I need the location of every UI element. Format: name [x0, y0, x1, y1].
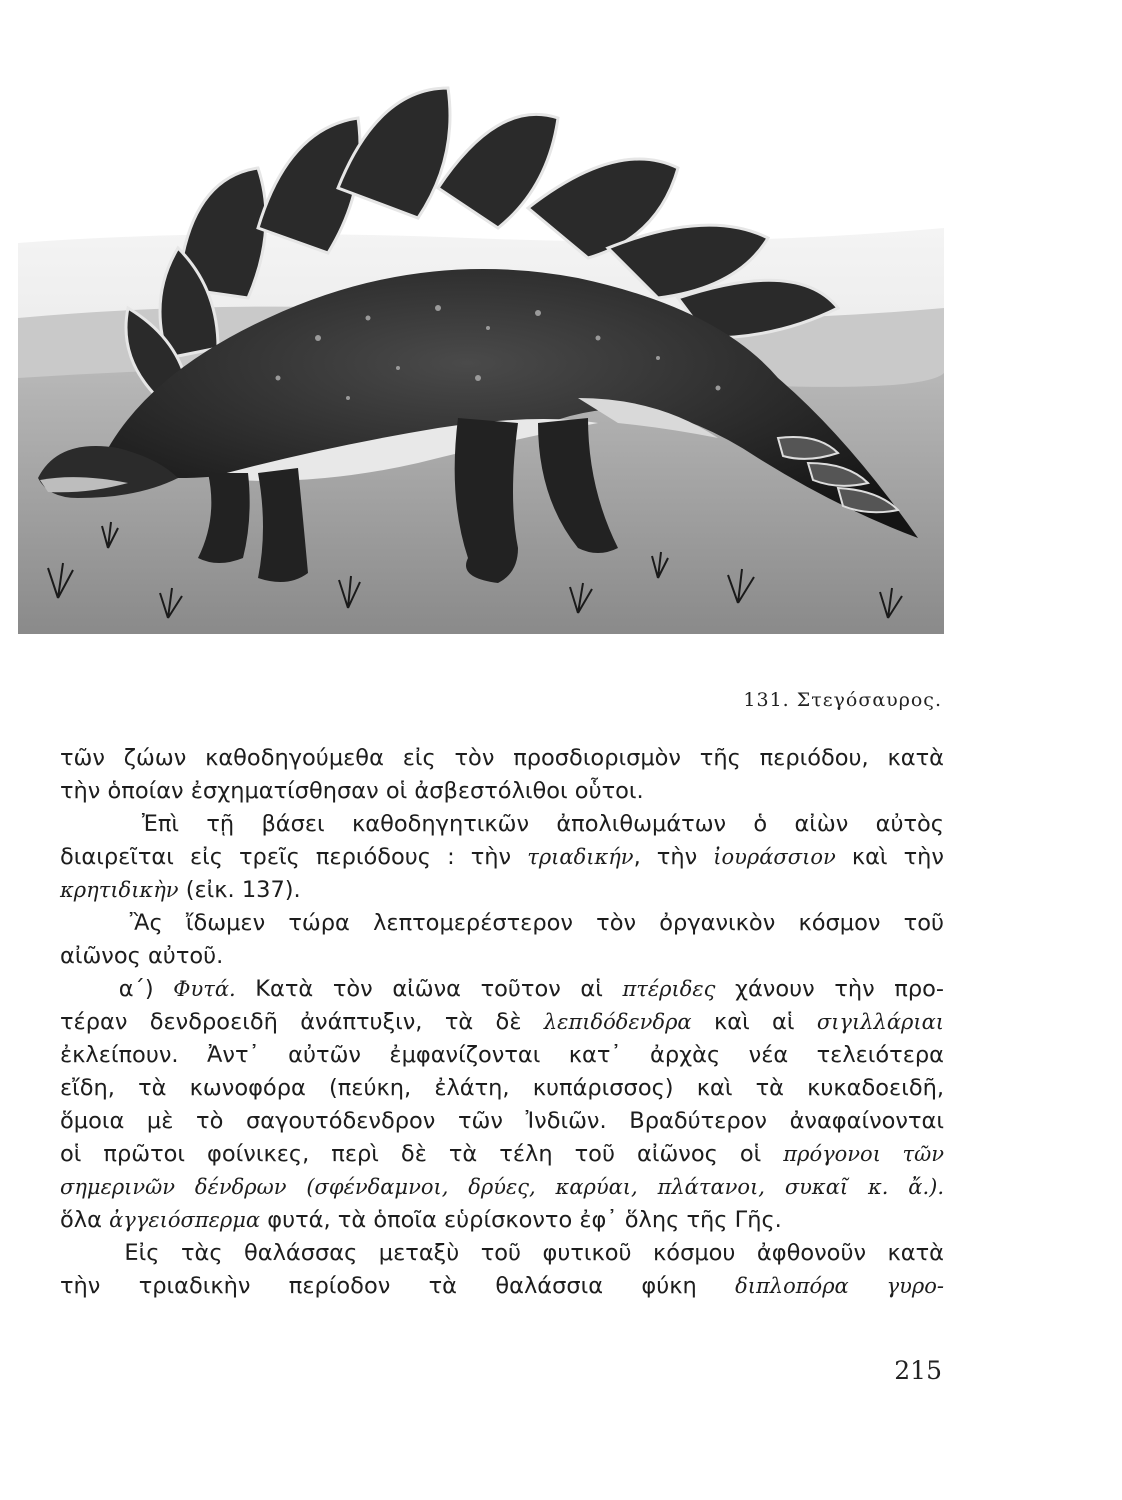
- text-segment: τέραν δενδροειδῆ ἀνάπτυξιν, τὰ δὲ: [60, 1009, 544, 1035]
- text-line: [60, 1237, 944, 1270]
- text-segment: διαιρεῖται εἰς τρεῖς περιόδους : τὴν: [60, 844, 528, 870]
- text-line: [60, 973, 944, 1006]
- page-number: 215: [894, 1356, 942, 1385]
- text-line: [60, 742, 944, 775]
- text-line: [60, 775, 944, 808]
- text-line: [60, 1204, 944, 1237]
- italic-term: Φυτά.: [173, 977, 236, 1001]
- text-segment: ὅλα: [60, 1207, 110, 1233]
- italic-term: ἰουράσσιον: [713, 845, 836, 869]
- text-segment: καὶ αἱ: [691, 1009, 817, 1035]
- italic-term: σημερινῶν δένδρων (σφένδαμνοι, δρύες, καρύαι, πλάτανοι, συκαῖ κ. ἄ.).: [60, 1175, 944, 1199]
- italic-term: πτέριδες: [622, 977, 716, 1001]
- text-line: [60, 841, 944, 874]
- text-segment: φυτά, τὰ ὁποῖα εὑρίσκοντο ἐφ᾿ ὅλης τῆς Γῆς.: [260, 1207, 782, 1233]
- text-line: [60, 1270, 944, 1303]
- text-line: [60, 1138, 944, 1171]
- text-segment: αἰῶνος αὐτοῦ.: [60, 943, 224, 969]
- italic-term: διπλοπόρα γυρο-: [735, 1274, 944, 1298]
- text-segment: Κατὰ τὸν αἰῶνα τοῦτον αἱ: [235, 976, 623, 1002]
- text-segment: Ἐπὶ τῇ βάσει καθοδηγητικῶν ἀπολιθωμάτων ὁ αἰὼν αὐτὸς: [60, 811, 944, 837]
- italic-term: κρητιδικὴν: [60, 878, 179, 902]
- text-line: [60, 907, 944, 940]
- text-line: [60, 1171, 944, 1204]
- text-segment: τῶν ζώων καθοδηγούμεθα εἰς τὸν προσδιορισμὸν τῆς περιόδου, κατὰ: [60, 745, 944, 771]
- text-segment: ὅμοια μὲ τὸ σαγουτόδενδρον τῶν Ἰνδιῶν. Βραδύτερον ἀναφαίνονται: [60, 1108, 944, 1134]
- italic-term: ἀγγειόσπερμα: [109, 1208, 261, 1232]
- text-segment: εἴδη, τὰ κωνοφόρα (πεύκη, ἐλάτη, κυπάρισσος) καὶ τὰ κυκαδοειδῆ,: [60, 1075, 944, 1101]
- text-segment: (εἰκ. 137).: [178, 877, 301, 903]
- text-segment: Ἂς ἴδωμεν τώρα λεπτομερέστερον τὸν ὀργανικὸν κόσμον τοῦ: [60, 910, 944, 936]
- text-segment: τὴν τριαδικὴν περίοδον τὰ θαλάσσια φύκη: [60, 1273, 736, 1299]
- text-line: [60, 1072, 944, 1105]
- text-segment: , τὴν: [633, 844, 714, 870]
- text-segment: ἐκλείπουν. Ἀντ᾿ αὐτῶν ἐμφανίζονται κατ᾿ ἀρχὰς νέα τελειότερα: [60, 1042, 944, 1068]
- italic-term: σιγιλλάριαι: [816, 1010, 945, 1034]
- text-segment: Εἰς τὰς θαλάσσας μεταξὺ τοῦ φυτικοῦ κόσμου ἀφθονοῦν κατὰ: [60, 1240, 944, 1266]
- text-segment: οἱ πρῶτοι φοίνικες, περὶ δὲ τὰ τέλη τοῦ αἰῶνος οἱ: [60, 1141, 784, 1167]
- stegosaurus-illustration: [18, 78, 944, 634]
- italic-term: τριαδικήν: [527, 845, 634, 869]
- text-line: [60, 1039, 944, 1072]
- italic-term: λεπιδόδενδρα: [543, 1010, 692, 1034]
- text-line: [60, 1006, 944, 1039]
- text-line: [60, 874, 944, 907]
- body-text: [60, 742, 944, 1303]
- text-segment: καὶ τὴν: [835, 844, 944, 870]
- text-segment: α΄): [60, 976, 174, 1002]
- text-line: [60, 1105, 944, 1138]
- text-segment: χάνουν τὴν προ-: [715, 976, 945, 1002]
- italic-term: πρόγονοι τῶν: [783, 1142, 944, 1166]
- text-segment: τὴν ὁποίαν ἐσχηματίσθησαν οἱ ἀσβεστόλιθοι οὗτοι.: [60, 778, 644, 804]
- text-line: [60, 940, 944, 973]
- text-line: [60, 808, 944, 841]
- figure-caption: 131. Στεγόσαυρος.: [743, 689, 942, 711]
